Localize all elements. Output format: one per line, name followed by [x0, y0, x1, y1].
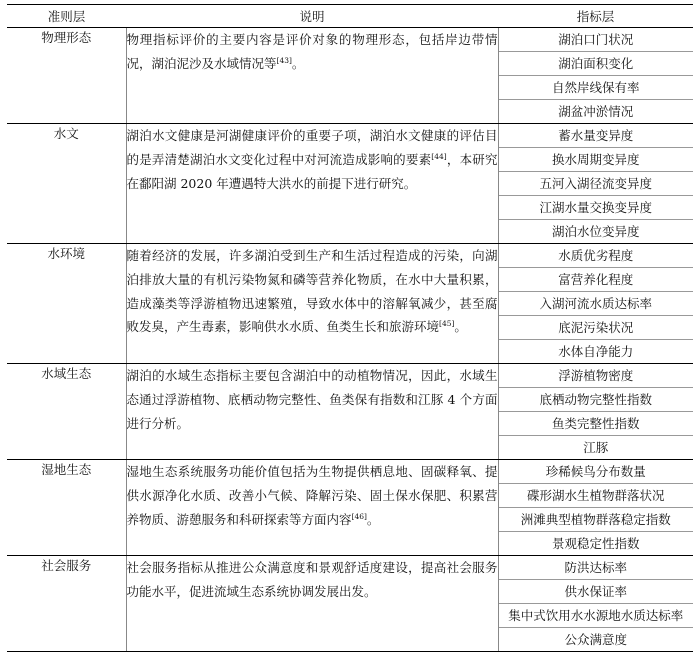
- indicator-cell: 鱼类完整性指数: [498, 412, 693, 436]
- indicator-cell: 自然岸线保有率: [498, 76, 693, 100]
- header-row: [7, 5, 693, 28]
- indicator-cell: 浮游植物密度: [498, 364, 693, 388]
- indicator-cell: 湖泊口门状况: [498, 28, 693, 52]
- indicator-cell: 富营养化程度: [498, 268, 693, 292]
- description-text: 物理指标评价的主要内容是评价对象的物理形态，包括岸边带情况，湖泊泥沙及水域情况等: [126, 32, 498, 71]
- description-cell: [126, 124, 498, 244]
- indicator-cell: 水体自净能力: [498, 340, 693, 364]
- indicator-cell: 供水保证率: [498, 580, 693, 604]
- description-text: 湖泊水文健康是河湖健康评价的重要子项，湖泊水文健康的评估目的是弄清楚湖泊水文变化过程中对河流造成影响的要素: [126, 128, 498, 167]
- description-text-tail: ，本研究在鄱阳湖 2020 年遭遇特大洪水的前提下进行研究。: [126, 151, 498, 191]
- criterion-layer-cell: 湿地生态: [7, 460, 126, 556]
- indicator-cell: 景观稳定性指数: [498, 532, 693, 556]
- header-indicator: 指标层: [498, 5, 693, 28]
- indicator-cell: 底栖动物完整性指数: [498, 388, 693, 412]
- criterion-layer-cell: 水环境: [7, 244, 126, 364]
- description-text: 湖泊的水域生态指标主要包含湖泊中的动植物情况，因此，水域生态通过浮游植物、底栖动物完整性、鱼类保有指数和江豚 4 个方面进行分析。: [126, 368, 498, 431]
- criterion-layer-cell: 水文: [7, 124, 126, 244]
- table-row: [7, 364, 693, 388]
- description-cell: [126, 28, 498, 124]
- criterion-layer-cell: 社会服务: [7, 556, 126, 652]
- indicator-cell: 集中式饮用水水源地水质达标率: [498, 604, 693, 628]
- table-row: [7, 28, 693, 52]
- header-layer: 准则层: [7, 5, 126, 28]
- description-cell: [126, 460, 498, 556]
- indicator-cell: 湖泊水位变异度: [498, 220, 693, 244]
- table-row: [7, 460, 693, 484]
- description-text: 随着经济的发展，许多湖泊受到生产和生活过程造成的污染，向湖泊排放大量的有机污染物氮和磷等营养化物质，在水中大量积累，造成藻类等浮游植物迅速繁殖，导致水体中的溶解氧减少，甚至腐败发臭，产生毒素，影响供水水质、鱼类生长和旅游环境: [126, 248, 498, 335]
- description-text-tail: 。: [454, 319, 467, 335]
- indicator-cell: 蓄水量变异度: [498, 124, 693, 148]
- indicator-cell: 入湖河流水质达标率: [498, 292, 693, 316]
- description-cell: [126, 244, 498, 364]
- citation-ref: [45]: [439, 319, 455, 329]
- indicator-cell: 洲滩典型植物群落稳定指数: [498, 508, 693, 532]
- indicator-cell: 换水周期变异度: [498, 148, 693, 172]
- criteria-table: [7, 4, 693, 652]
- description-text: 社会服务指标从推进公众满意度和景观舒适度建设，提高社会服务功能水平，促进流域生态系统协调发展出发。: [126, 560, 498, 599]
- description-cell: [126, 364, 498, 460]
- indicator-cell: 江湖水量交换变异度: [498, 196, 693, 220]
- table-body: [7, 28, 693, 652]
- table-row: [7, 244, 693, 268]
- citation-ref: [43]: [276, 55, 292, 65]
- description-text: 湿地生态系统服务功能价值包括为生物提供栖息地、固碳释氧、提供水源净化水质、改善小气候、降解污染、固土保水保肥、积累营养物质、游憩服务和科研探索等方面内容: [126, 464, 498, 527]
- description-text-tail: 。: [291, 55, 305, 71]
- indicator-cell: 底泥污染状况: [498, 316, 693, 340]
- indicator-cell: 碟形湖水生植物群落状况: [498, 484, 693, 508]
- description-text-tail: 。: [366, 511, 380, 527]
- description-cell: [126, 556, 498, 652]
- indicator-cell: 江豚: [498, 436, 693, 460]
- criterion-layer-cell: 物理形态: [7, 28, 126, 124]
- citation-ref: [46]: [351, 511, 367, 521]
- indicator-cell: 水质优劣程度: [498, 244, 693, 268]
- indicator-cell: 防洪达标率: [498, 556, 693, 580]
- indicator-cell: 公众满意度: [498, 628, 693, 652]
- criterion-layer-cell: 水域生态: [7, 364, 126, 460]
- table-row: [7, 556, 693, 580]
- indicator-cell: 珍稀候鸟分布数量: [498, 460, 693, 484]
- indicator-cell: 五河入湖径流变异度: [498, 172, 693, 196]
- citation-ref: [44]: [431, 151, 447, 161]
- indicator-cell: 湖泊面积变化: [498, 52, 693, 76]
- header-description: 说明: [126, 5, 498, 28]
- table-row: [7, 124, 693, 148]
- indicator-cell: 湖盆冲淤情况: [498, 100, 693, 124]
